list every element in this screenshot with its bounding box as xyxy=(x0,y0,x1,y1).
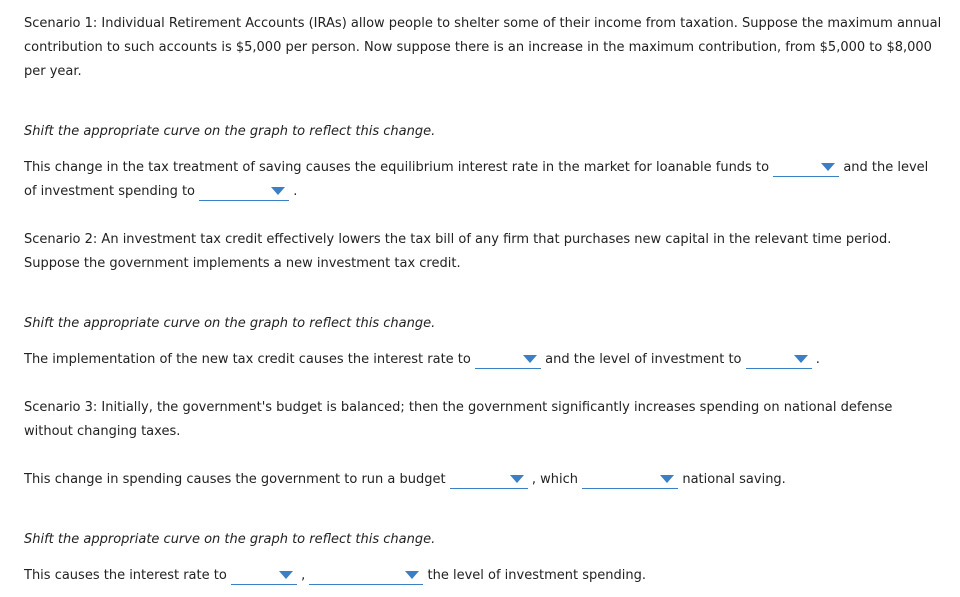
scenario3-question2-part1: This causes the interest rate to xyxy=(24,568,227,583)
s3-national-saving-dropdown[interactable] xyxy=(582,470,678,489)
scenario3-question2-part2: the level of investment spending. xyxy=(427,568,646,583)
chevron-down-icon xyxy=(821,163,835,171)
scenario3-question2-sep: , xyxy=(301,568,306,583)
chevron-down-icon xyxy=(660,475,674,483)
chevron-down-icon xyxy=(523,355,537,363)
scenario2-instruction: Shift the appropriate curve on the graph to reflect this change. xyxy=(24,316,436,331)
scenario3-question1-part1: This change in spending causes the government to run a budget xyxy=(24,472,446,487)
s2-interest-rate-dropdown[interactable] xyxy=(475,350,541,369)
s1-interest-rate-dropdown[interactable] xyxy=(773,158,839,177)
scenario1-question-part1: This change in the tax treatment of saving causes the equilibrium interest rate in the market for loanable funds to xyxy=(24,160,770,175)
s2-investment-dropdown[interactable] xyxy=(746,350,812,369)
scenario1-question-end: . xyxy=(293,184,298,199)
scenario2-question-end: . xyxy=(815,352,820,367)
scenario1-instruction: Shift the appropriate curve on the graph to reflect this change. xyxy=(24,124,436,139)
chevron-down-icon xyxy=(279,571,293,579)
s1-investment-dropdown[interactable] xyxy=(199,182,289,201)
scenario3-question1 xyxy=(24,468,944,492)
s3-investment-dropdown[interactable] xyxy=(309,566,423,585)
chevron-down-icon xyxy=(271,187,285,195)
scenario1-question xyxy=(24,156,944,204)
chevron-down-icon xyxy=(405,571,419,579)
scenario2-text: Scenario 2: An investment tax credit effectively lowers the tax bill of any firm that purchases new capital in the relevant time period. Suppose the government implements a new investment tax credit. xyxy=(24,232,892,271)
scenario3-question2 xyxy=(24,564,944,588)
s3-budget-dropdown[interactable] xyxy=(450,470,528,489)
chevron-down-icon xyxy=(510,475,524,483)
s3-interest-rate-dropdown[interactable] xyxy=(231,566,297,585)
scenario3-instruction: Shift the appropriate curve on the graph to reflect this change. xyxy=(24,532,436,547)
scenario1-question-part2: and the level of investment spending to xyxy=(24,160,929,199)
scenario3-question1-part2: , which xyxy=(531,472,579,487)
chevron-down-icon xyxy=(794,355,808,363)
scenario3-question1-part3: national saving. xyxy=(682,472,786,487)
scenario1-text: Scenario 1: Individual Retirement Accounts (IRAs) allow people to shelter some of their income from taxation. Suppose the maximum annual contribution to such accounts is $5,000 per person. Now suppose there is an increase in the maximum contribution, from $5,000 to $8,000 per year. xyxy=(24,16,942,79)
scenario3-text: Scenario 3: Initially, the government's budget is balanced; then the government significantly increases spending on national defense without changing taxes. xyxy=(24,400,893,439)
scenario2-question xyxy=(24,348,944,372)
scenario2-question-part2: and the level of investment to xyxy=(545,352,742,367)
scenario2-question-part1: The implementation of the new tax credit causes the interest rate to xyxy=(24,352,471,367)
